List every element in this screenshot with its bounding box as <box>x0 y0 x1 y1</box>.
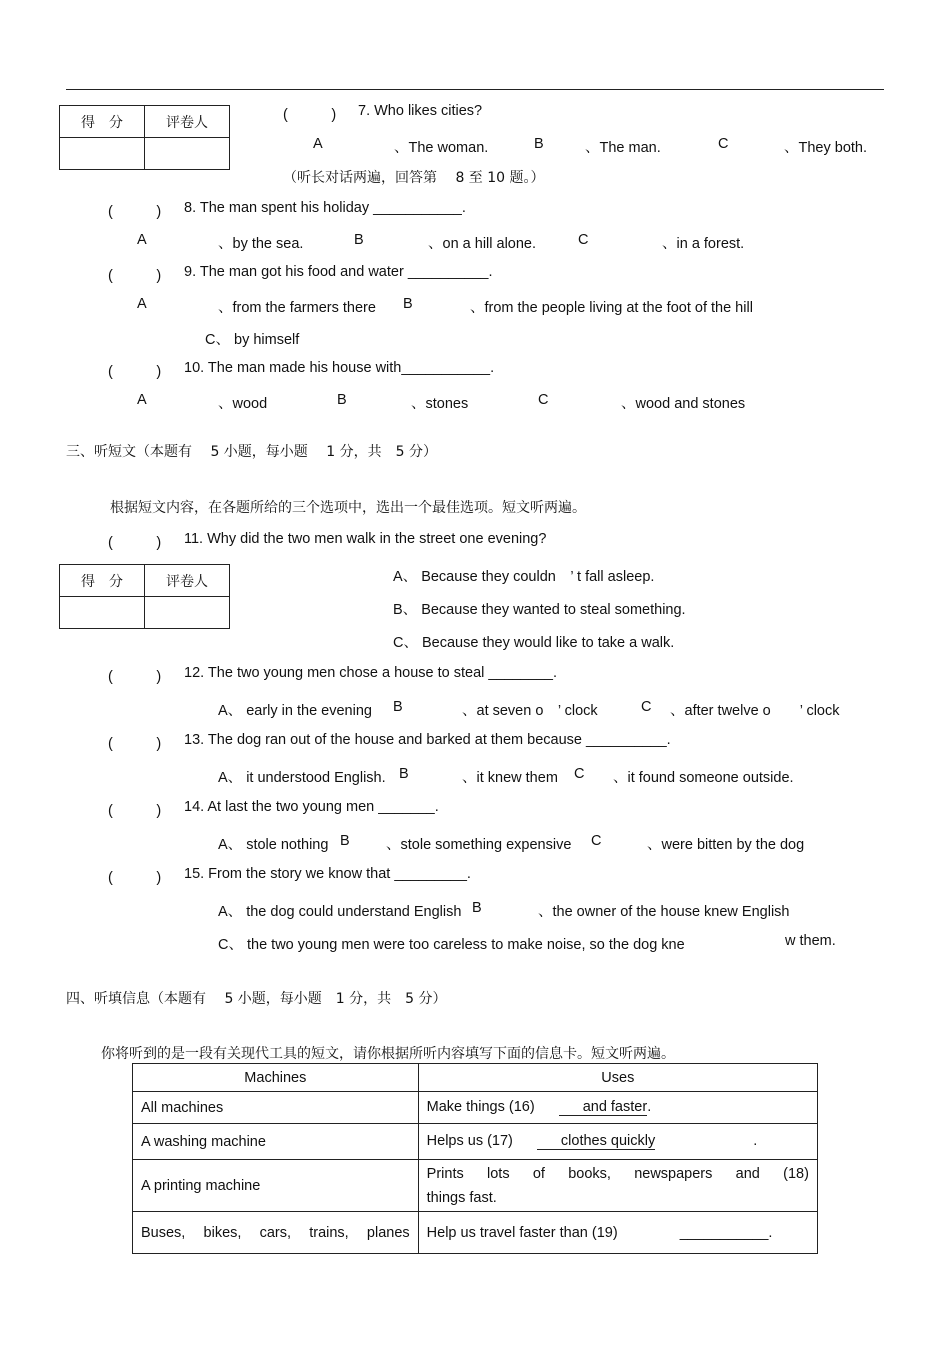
use-prefix: Make things (16) <box>426 1099 535 1115</box>
use-word: and <box>735 1165 760 1182</box>
answer-paren[interactable]: ( ) <box>108 268 162 284</box>
use-word: lots <box>487 1165 510 1182</box>
answer-paren[interactable]: ( ) <box>108 535 162 551</box>
option-text: 、stones <box>411 396 469 412</box>
option-text: B、 Because they wanted to steal something. <box>393 602 686 618</box>
option-letter: B <box>399 766 409 782</box>
use-line: things fast. <box>426 1189 497 1206</box>
answer-paren[interactable]: ( ) <box>108 803 162 819</box>
option-text: 、in a forest. <box>662 236 745 252</box>
question-stem: 7. Who likes cities? <box>358 103 483 119</box>
answer-paren[interactable]: ( ) <box>108 736 162 752</box>
use-cell <box>418 1160 817 1212</box>
score-cell[interactable] <box>60 597 145 629</box>
option-letter: C <box>591 833 602 849</box>
question-stem: 15. From the story we know that _________. <box>184 866 471 882</box>
option-letter: C <box>718 136 729 152</box>
score-header: 得 分 <box>60 565 145 597</box>
option-text: A、 the dog could understand English <box>218 904 462 920</box>
option-letter: B <box>534 136 544 152</box>
grader-cell[interactable] <box>145 597 230 629</box>
option-letter: B <box>393 699 403 715</box>
answer-blank-19[interactable]: ___________ <box>679 1224 769 1241</box>
option-text-tail: w them. <box>785 933 836 949</box>
machine-cell <box>133 1212 419 1254</box>
answer-paren[interactable]: ( ) <box>108 669 162 685</box>
option-text: A、 stole nothing <box>218 837 329 853</box>
column-header-machines: Machines <box>133 1064 419 1092</box>
grader-header: 评卷人 <box>145 565 230 597</box>
answer-paren[interactable]: ( ) <box>108 204 162 220</box>
option-letter: C <box>574 766 585 782</box>
option-letter: B <box>403 296 413 312</box>
option-letter: B <box>354 232 364 248</box>
option-letter: A <box>137 392 147 408</box>
option-text: 、The woman. <box>394 140 489 156</box>
option-text: 、by the sea. <box>218 236 304 252</box>
use-word: (18) <box>783 1165 809 1182</box>
option-text: 、it knew them <box>462 770 558 786</box>
section-instruction: 你将听到的是一段有关现代工具的短文，请你根据所听内容填写下面的信息卡。短文听两遍。 <box>101 1046 675 1062</box>
option-letter: A <box>137 232 147 248</box>
option-text: 、from the farmers there <box>218 300 376 316</box>
option-text: A、 it understood English. <box>218 770 386 786</box>
use-prefix: Helps us (17) <box>426 1133 513 1149</box>
option-letter: B <box>340 833 350 849</box>
use-word: newspapers <box>634 1165 713 1182</box>
option-text: 、at seven o ’ clock <box>462 703 598 719</box>
machine-word: cars, <box>259 1224 292 1241</box>
score-box <box>59 564 230 629</box>
machine-word: trains, <box>309 1224 349 1241</box>
machine-cell: A printing machine <box>133 1160 419 1212</box>
question-stem: 12. The two young men chose a house to steal ________. <box>184 665 557 681</box>
machine-cell: A washing machine <box>133 1124 419 1160</box>
question-stem: 13. The dog ran out of the house and barked at them because __________. <box>184 732 671 748</box>
use-cell <box>418 1092 817 1124</box>
question-stem: 10. The man made his house with___________. <box>184 360 495 376</box>
option-letter: B <box>337 392 347 408</box>
use-word: books, <box>568 1165 611 1182</box>
use-cell <box>418 1124 817 1160</box>
column-header-uses: Uses <box>418 1064 817 1092</box>
use-word: of <box>532 1165 545 1182</box>
option-text: 、were bitten by the dog <box>647 837 805 853</box>
machine-word: planes <box>366 1224 410 1241</box>
option-letter: B <box>472 900 482 916</box>
section-title: 三、听短文（本题有 5 小题，每小题 1 分，共 5 分） <box>66 444 437 460</box>
use-prefix: Help us travel faster than (19) <box>426 1224 618 1241</box>
option-text: 、wood <box>218 396 268 412</box>
option-text: 、They both. <box>784 140 868 156</box>
grader-header: 评卷人 <box>145 106 230 138</box>
option-text: 、wood and stones <box>621 396 746 412</box>
use-suffix: . <box>647 1099 652 1115</box>
question-stem: 11. Why did the two men walk in the street one evening? <box>184 531 547 547</box>
section-instruction: 根据短文内容，在各题所给的三个选项中，选出一个最佳选项。短文听两遍。 <box>110 500 586 516</box>
option-letter: C <box>538 392 549 408</box>
option-letter: C <box>641 699 652 715</box>
option-text: A、 early in the evening <box>218 703 372 719</box>
option-text: A、 Because they couldn ’ t fall asleep. <box>393 569 655 585</box>
use-line <box>427 1166 809 1182</box>
option-text: C、 by himself <box>205 332 300 348</box>
score-box <box>59 105 230 170</box>
listening-instruction: （听长对话两遍，回答第 8 至 10 题。） <box>283 170 545 186</box>
section-title: 四、听填信息（本题有 5 小题，每小题 1 分，共 5 分） <box>66 991 447 1007</box>
info-card-table <box>132 1063 818 1254</box>
option-text: C、 the two young men were too careless to make noise, so the dog kne <box>218 937 685 953</box>
answer-paren[interactable]: ( ) <box>108 364 162 380</box>
use-suffix: . <box>768 1224 773 1241</box>
score-header: 得 分 <box>60 106 145 138</box>
grader-cell[interactable] <box>145 138 230 170</box>
use-suffix: . <box>753 1133 758 1149</box>
option-text: 、the owner of the house knew English <box>538 904 790 920</box>
header-rule <box>66 89 884 90</box>
option-text: 、stole something expensive <box>386 837 572 853</box>
answer-paren[interactable]: ( ) <box>108 870 162 886</box>
use-cell <box>418 1212 817 1254</box>
option-text: C、 Because they would like to take a walk. <box>393 635 675 651</box>
option-letter: A <box>137 296 147 312</box>
answer-blank-17[interactable]: clothes quickly <box>537 1133 655 1150</box>
option-text: 、after twelve o ’ clock <box>670 703 840 719</box>
question-stem: 8. The man spent his holiday ___________. <box>184 200 466 216</box>
answer-paren[interactable]: ( ) <box>283 107 337 123</box>
machine-cell: All machines <box>133 1092 419 1124</box>
question-stem: 9. The man got his food and water __________. <box>184 264 493 280</box>
machine-word: bikes, <box>203 1224 242 1241</box>
option-text: 、it found someone outside. <box>613 770 794 786</box>
option-text: 、on a hill alone. <box>428 236 537 252</box>
use-word: Prints <box>426 1165 464 1182</box>
option-text: 、from the people living at the foot of the hill <box>470 300 753 316</box>
option-text: 、The man. <box>585 140 661 156</box>
machine-word: Buses, <box>141 1224 186 1241</box>
option-letter: C <box>578 232 589 248</box>
answer-blank-16[interactable]: and faster <box>559 1099 648 1116</box>
question-stem: 14. At last the two young men _______. <box>184 799 439 815</box>
score-cell[interactable] <box>60 138 145 170</box>
option-letter: A <box>313 136 323 152</box>
